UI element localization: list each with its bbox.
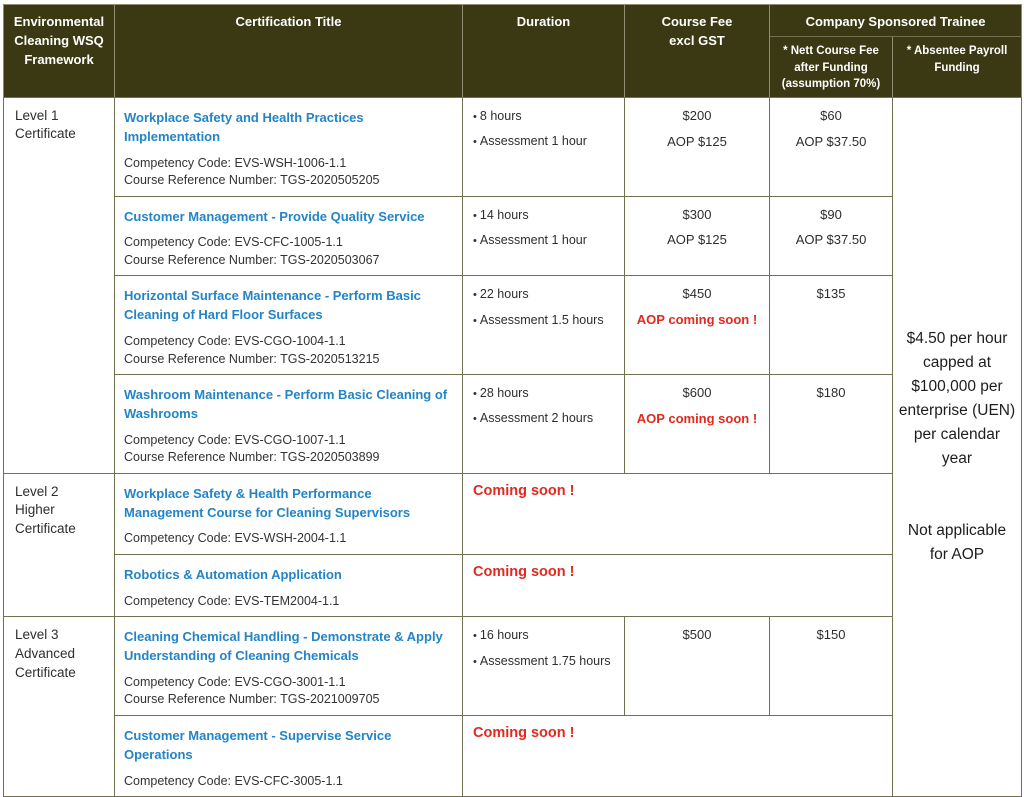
course-fee-cell [625,617,770,716]
duration-hours: • 8 hours [473,108,618,124]
table-row [4,196,1022,276]
nett-fee-aop: AOP $37.50 [795,133,867,149]
course-fee-value: $600 [682,385,712,401]
duration-cell [463,375,625,474]
competency-code: Competency Code: EVS-CFC-1005-1.1 [124,235,343,250]
table-row [4,473,1022,554]
course-cell [115,196,463,276]
coming-soon-text: Coming soon ! [473,724,575,741]
level-name: Level 3 [15,627,59,643]
nett-fee-value: $60 [820,107,842,123]
duration-hours: • 22 hours [473,286,618,302]
course-reference: Course Reference Number: TGS-2020505205 [124,173,380,188]
course-cell [115,473,463,554]
competency-code: Competency Code: EVS-TEM2004-1.1 [124,593,340,608]
course-fee-value: $300 [682,206,712,222]
header-absentee-payroll: * Absentee Payroll Funding [893,36,1022,97]
nett-fee-value: $180 [816,385,846,401]
header-nett-course-fee: * Nett Course Fee after Funding (assumption 70%) [770,36,893,97]
coming-soon-cell [463,715,893,796]
coming-soon-text: Coming soon ! [473,563,575,580]
course-reference: Course Reference Number: TGS-2020503899 [124,450,380,465]
competency-code: Competency Code: EVS-CFC-3005-1.1 [124,773,343,788]
nett-fee-value: $90 [820,206,842,222]
table-row [4,97,1022,196]
header-course-fee [625,5,770,98]
competency-code: Competency Code: EVS-CGO-1004-1.1 [124,334,346,349]
course-fee-table [3,4,1022,797]
absentee-payroll-cell [893,97,1022,796]
header-duration: Duration [463,5,625,98]
course-cell [115,617,463,716]
header-row-top [4,5,1022,37]
course-cell [115,276,463,375]
coming-soon-cell [463,473,893,554]
competency-code: Competency Code: EVS-WSH-1006-1.1 [124,155,347,170]
table-row [4,276,1022,375]
level-type: Higher Certificate [15,502,76,537]
header-course-fee-line1: Course Fee [661,14,733,29]
course-fee-aop: AOP $125 [667,133,727,149]
coming-soon-text: Coming soon ! [473,482,575,499]
course-title-link[interactable]: Workplace Safety and Health Practices Implementation [124,109,364,144]
nett-fee-cell [770,276,893,375]
header-certification-title: Certification Title [115,5,463,98]
nett-fee-aop: AOP $37.50 [795,232,867,248]
header-company-sponsored: Company Sponsored Trainee [770,5,1022,37]
course-fee-value: $450 [682,286,712,302]
course-cell [115,715,463,796]
absentee-not-applicable: Not applicable for AOP [907,522,1007,564]
duration-assessment: • Assessment 1 hour [473,133,618,149]
aop-coming-soon-text: AOP coming soon ! [636,410,758,426]
duration-assessment: • Assessment 1 hour [473,232,618,248]
competency-code: Competency Code: EVS-CGO-1007-1.1 [124,432,346,447]
level-type: Certificate [15,126,76,142]
absentee-cap-text: $4.50 per hour capped at $100,000 per enterprise (UEN) per calendar year [898,329,1016,468]
duration-hours: • 14 hours [473,207,618,223]
course-title-link[interactable]: Cleaning Chemical Handling - Demonstrate & Apply Understanding of Cleaning Chemicals [124,629,443,664]
course-fee-cell [625,97,770,196]
course-reference: Course Reference Number: TGS-2020513215 [124,351,380,366]
course-title-link[interactable]: Washroom Maintenance - Perform Basic Cleaning of Washrooms [124,387,448,421]
header-course-fee-line2: excl GST [669,32,725,48]
nett-fee-cell [770,375,893,474]
course-title-link[interactable]: Workplace Safety & Health Performance Management Course for Cleaning Supervisors [124,485,411,520]
table-header [4,5,1022,98]
course-title-link[interactable]: Horizontal Surface Maintenance - Perform Basic Cleaning of Hard Floor Surfaces [124,288,421,323]
duration-assessment: • Assessment 1.75 hours [473,653,618,669]
nett-fee-cell [770,196,893,276]
duration-cell [463,276,625,375]
competency-code: Competency Code: EVS-WSH-2004-1.1 [124,531,347,546]
table-row [4,715,1022,796]
nett-fee-value: $135 [816,286,846,302]
level-name: Level 2 [15,483,59,499]
coming-soon-cell [463,554,893,616]
header-framework: Environmental Cleaning WSQ Framework [4,5,115,98]
course-fee-cell [625,375,770,474]
course-cell [115,97,463,196]
course-fee-cell [625,196,770,276]
course-title-link[interactable]: Customer Management - Provide Quality Service [124,208,425,224]
duration-assessment: • Assessment 1.5 hours [473,312,618,328]
course-fee-aop: AOP $125 [667,232,727,248]
course-title-link[interactable]: Customer Management - Supervise Service Operations [124,727,392,762]
course-fee-value: $500 [682,627,712,643]
course-reference: Course Reference Number: TGS-2021009705 [124,692,380,707]
nett-fee-cell [770,617,893,716]
duration-hours: • 28 hours [473,385,618,401]
level-type: Advanced Certificate [15,645,76,680]
nett-fee-cell [770,97,893,196]
course-title-link[interactable]: Robotics & Automation Application [124,566,342,582]
nett-fee-value: $150 [816,627,846,643]
course-fee-value: $200 [682,107,712,123]
duration-cell [463,617,625,716]
course-fee-cell [625,276,770,375]
level-1-cell [4,97,115,473]
table-row [4,375,1022,474]
course-reference: Course Reference Number: TGS-2020503067 [124,252,380,267]
duration-hours: • 16 hours [473,627,618,643]
duration-cell [463,196,625,276]
level-2-cell [4,473,115,617]
duration-assessment: • Assessment 2 hours [473,410,618,426]
level-name: Level 1 [15,107,59,123]
aop-coming-soon-text: AOP coming soon ! [636,312,758,328]
course-cell [115,375,463,474]
table-row [4,617,1022,716]
duration-cell [463,97,625,196]
course-cell [115,554,463,616]
table-row [4,554,1022,616]
level-3-cell [4,617,115,797]
competency-code: Competency Code: EVS-CGO-3001-1.1 [124,674,346,689]
